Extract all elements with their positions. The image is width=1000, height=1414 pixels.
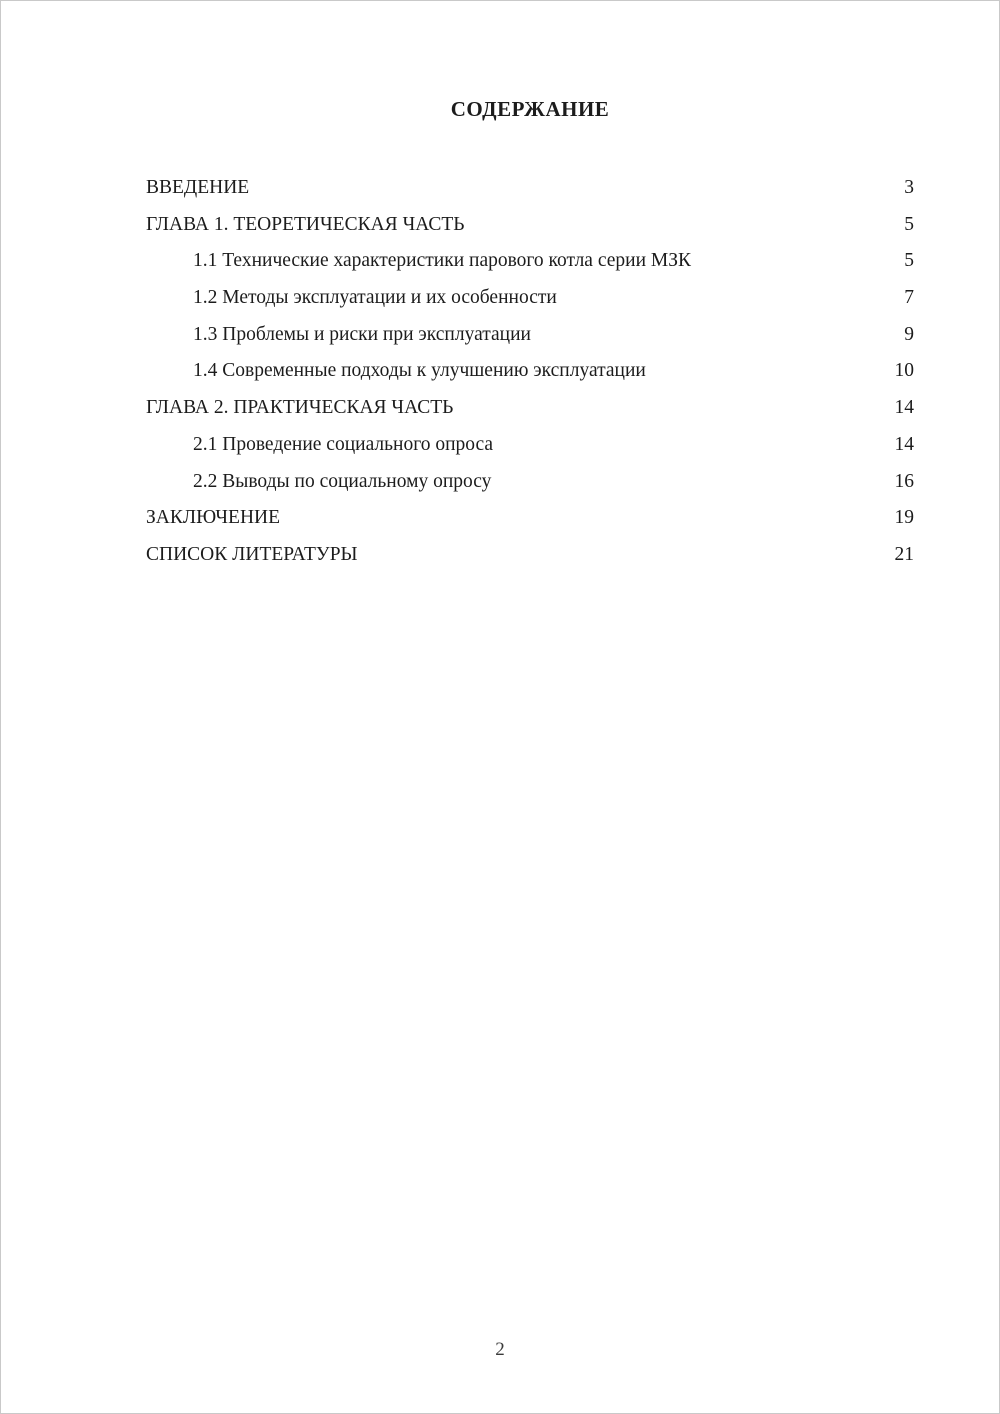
toc-entry bbox=[146, 211, 914, 239]
toc-entry-page: 3 bbox=[904, 177, 914, 198]
toc-list bbox=[146, 174, 914, 578]
toc-entry-label: 2.2 Выводы по социальному опросу bbox=[193, 470, 492, 492]
toc-entry-page: 9 bbox=[904, 323, 914, 345]
toc-entry-page: 19 bbox=[894, 507, 914, 529]
toc-entry-page: 16 bbox=[894, 470, 914, 492]
toc-entry bbox=[146, 357, 914, 385]
toc-entry-page: 21 bbox=[894, 543, 914, 565]
toc-entry bbox=[146, 504, 914, 532]
toc-entry bbox=[146, 284, 914, 312]
toc-entry-label: 1.1 Технические характеристики парового котла серии МЗК bbox=[193, 250, 691, 272]
toc-entry bbox=[146, 394, 914, 422]
toc-entry bbox=[146, 174, 914, 202]
toc-entry-page: 14 bbox=[894, 433, 914, 455]
toc-entry-label: 1.2 Методы эксплуатации и их особенности bbox=[193, 287, 557, 309]
toc-entry-label: ГЛАВА 1. ТЕОРЕТИЧЕСКАЯ ЧАСТЬ bbox=[146, 213, 465, 235]
toc-entry-label: ГЛАВА 2. ПРАКТИЧЕСКАЯ ЧАСТЬ bbox=[146, 397, 454, 419]
page-number: 2 bbox=[495, 1339, 505, 1360]
toc-entry bbox=[146, 468, 914, 496]
toc-entry bbox=[146, 541, 914, 569]
toc-entry-label: СПИСОК ЛИТЕРАТУРЫ bbox=[146, 543, 358, 565]
toc-entry-label: ВВЕДЕНИЕ bbox=[146, 177, 250, 198]
toc-entry bbox=[146, 247, 914, 275]
toc-entry-page: 7 bbox=[904, 287, 914, 309]
toc-entry-page: 14 bbox=[894, 397, 914, 419]
toc-entry-page: 5 bbox=[904, 213, 914, 235]
toc-entry bbox=[146, 431, 914, 459]
toc-entry-label: 2.1 Проведение социального опроса bbox=[193, 433, 494, 455]
toc-entry-page: 5 bbox=[904, 250, 914, 272]
toc-entry-label: 1.4 Современные подходы к улучшению эксплуатации bbox=[193, 360, 646, 382]
toc-entry bbox=[146, 321, 914, 349]
toc-entry-page: 10 bbox=[894, 360, 914, 382]
toc-entry-label: 1.3 Проблемы и риски при эксплуатации bbox=[193, 323, 531, 345]
toc-title: СОДЕРЖАНИЕ bbox=[450, 97, 610, 121]
toc-entry-label: ЗАКЛЮЧЕНИЕ bbox=[146, 507, 281, 529]
